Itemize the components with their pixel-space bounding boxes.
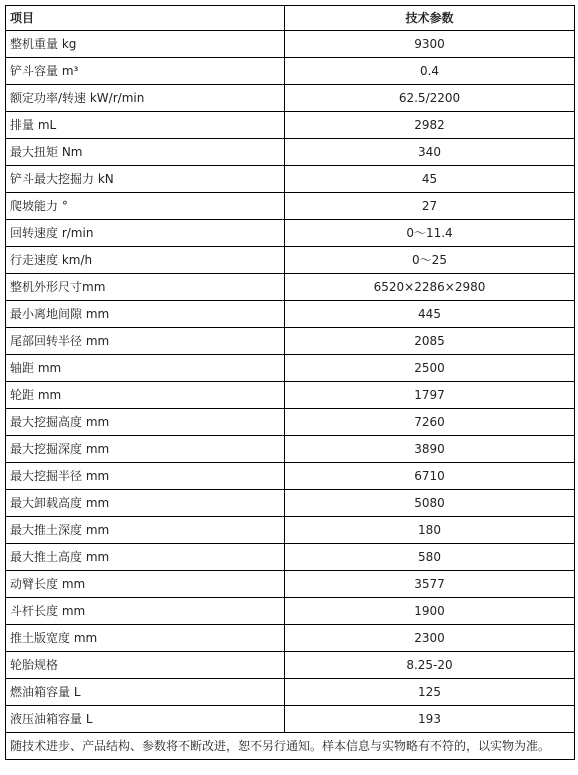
row-item-label: 轴距 mm bbox=[6, 355, 285, 382]
row-value: 62.5/2200 bbox=[285, 85, 575, 112]
table-row bbox=[6, 247, 575, 274]
footer-note: 随技术进步、产品结构、参数将不断改进，恕不另行通知。样本信息与实物略有不符的，以实物为准。 bbox=[6, 733, 575, 760]
table-row bbox=[6, 166, 575, 193]
table-row bbox=[6, 139, 575, 166]
row-item-label: 尾部回转半径 mm bbox=[6, 328, 285, 355]
row-item-label: 最大挖掘半径 mm bbox=[6, 463, 285, 490]
row-item-label: 铲斗容量 m³ bbox=[6, 58, 285, 85]
table-row bbox=[6, 598, 575, 625]
table-row bbox=[6, 490, 575, 517]
row-item-label: 最大挖掘深度 mm bbox=[6, 436, 285, 463]
row-item-label: 液压油箱容量 L bbox=[6, 706, 285, 733]
row-item-label: 最大推土高度 mm bbox=[6, 544, 285, 571]
row-value: 0～11.4 bbox=[285, 220, 575, 247]
row-value: 6520×2286×2980 bbox=[285, 274, 575, 301]
table-row bbox=[6, 679, 575, 706]
row-value: 0～25 bbox=[285, 247, 575, 274]
row-value: 8.25-20 bbox=[285, 652, 575, 679]
row-item-label: 动臂长度 mm bbox=[6, 571, 285, 598]
table-row bbox=[6, 463, 575, 490]
table-row bbox=[6, 706, 575, 733]
row-value: 45 bbox=[285, 166, 575, 193]
row-value: 445 bbox=[285, 301, 575, 328]
table-row bbox=[6, 409, 575, 436]
row-item-label: 整机重量 kg bbox=[6, 31, 285, 58]
row-item-label: 斗杆长度 mm bbox=[6, 598, 285, 625]
row-value: 3890 bbox=[285, 436, 575, 463]
table-row bbox=[6, 31, 575, 58]
row-value: 7260 bbox=[285, 409, 575, 436]
footer-row bbox=[6, 733, 575, 760]
row-item-label: 轮距 mm bbox=[6, 382, 285, 409]
row-value: 180 bbox=[285, 517, 575, 544]
row-value: 2085 bbox=[285, 328, 575, 355]
row-value: 125 bbox=[285, 679, 575, 706]
row-item-label: 最大扭矩 Nm bbox=[6, 139, 285, 166]
row-value: 6710 bbox=[285, 463, 575, 490]
row-item-label: 额定功率/转速 kW/r/min bbox=[6, 85, 285, 112]
row-value: 0.4 bbox=[285, 58, 575, 85]
row-value: 1900 bbox=[285, 598, 575, 625]
table-row bbox=[6, 571, 575, 598]
row-value: 3577 bbox=[285, 571, 575, 598]
header-item: 项目 bbox=[6, 6, 285, 31]
table-row bbox=[6, 85, 575, 112]
row-item-label: 行走速度 km/h bbox=[6, 247, 285, 274]
table-row bbox=[6, 436, 575, 463]
row-item-label: 推土版宽度 mm bbox=[6, 625, 285, 652]
table-row bbox=[6, 355, 575, 382]
table-row bbox=[6, 301, 575, 328]
row-item-label: 整机外形尺寸mm bbox=[6, 274, 285, 301]
row-item-label: 爬坡能力 ° bbox=[6, 193, 285, 220]
table-row bbox=[6, 58, 575, 85]
row-item-label: 最小离地间隙 mm bbox=[6, 301, 285, 328]
row-item-label: 最大挖掘高度 mm bbox=[6, 409, 285, 436]
row-value: 2300 bbox=[285, 625, 575, 652]
row-value: 580 bbox=[285, 544, 575, 571]
spec-table bbox=[5, 5, 575, 760]
row-value: 27 bbox=[285, 193, 575, 220]
table-row bbox=[6, 625, 575, 652]
table-row bbox=[6, 112, 575, 139]
table-row bbox=[6, 544, 575, 571]
header-row bbox=[6, 6, 575, 31]
row-value: 5080 bbox=[285, 490, 575, 517]
row-item-label: 最大卸载高度 mm bbox=[6, 490, 285, 517]
row-value: 2500 bbox=[285, 355, 575, 382]
row-item-label: 排量 mL bbox=[6, 112, 285, 139]
header-param: 技术参数 bbox=[285, 6, 575, 31]
table-row bbox=[6, 193, 575, 220]
table-row bbox=[6, 652, 575, 679]
table-row bbox=[6, 220, 575, 247]
row-item-label: 回转速度 r/min bbox=[6, 220, 285, 247]
row-value: 193 bbox=[285, 706, 575, 733]
table-row bbox=[6, 382, 575, 409]
row-value: 9300 bbox=[285, 31, 575, 58]
row-item-label: 铲斗最大挖掘力 kN bbox=[6, 166, 285, 193]
row-item-label: 轮胎规格 bbox=[6, 652, 285, 679]
row-value: 340 bbox=[285, 139, 575, 166]
table-row bbox=[6, 328, 575, 355]
row-value: 2982 bbox=[285, 112, 575, 139]
row-item-label: 最大推土深度 mm bbox=[6, 517, 285, 544]
row-value: 1797 bbox=[285, 382, 575, 409]
row-item-label: 燃油箱容量 L bbox=[6, 679, 285, 706]
table-row bbox=[6, 274, 575, 301]
spec-body bbox=[6, 31, 575, 733]
table-row bbox=[6, 517, 575, 544]
